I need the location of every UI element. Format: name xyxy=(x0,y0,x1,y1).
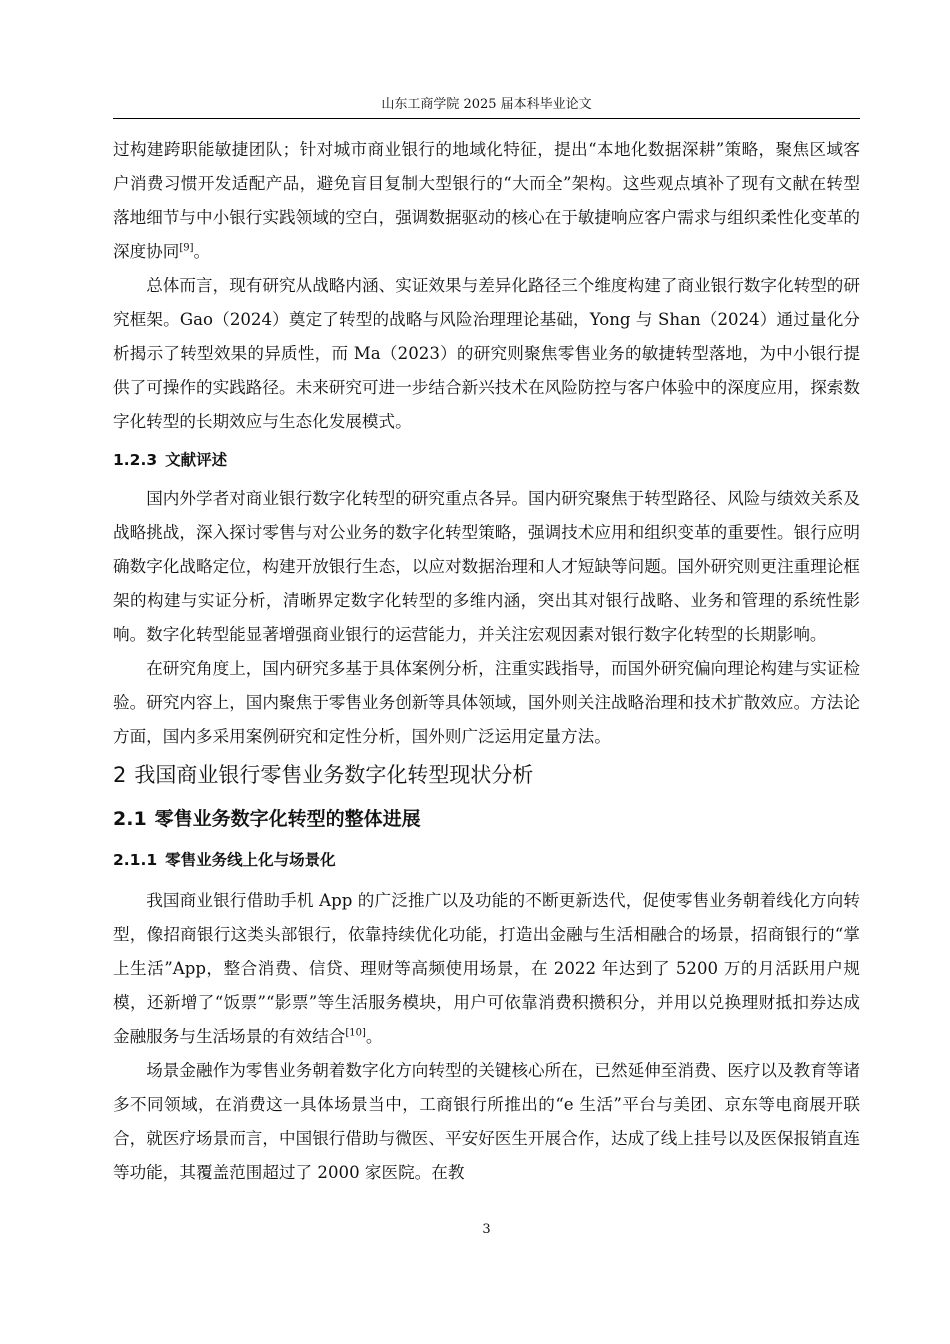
running-header xyxy=(113,92,860,119)
heading-number: 2.1.1 xyxy=(113,851,158,869)
heading-2-1 xyxy=(113,806,860,832)
heading-number: 2 xyxy=(113,763,127,787)
heading-number: 2.1 xyxy=(113,808,147,830)
paragraph-end: 。 xyxy=(193,242,211,261)
paragraph-review: 国内外学者对商业银行数字化转型的研究重点各异。国内研究聚焦于转型路径、风险与绩效关系及战略挑战，深入探讨零售与对公业务的数字化转型策略，强调技术应用和组织变革的重要性。银行应明确数字化战略定位，构建开放银行生态，以应对数据治理和人才短缺等问题。国外研究则更注重理论框架的构建与实证分析，清晰界定数字化转型的多维内涵，突出其对银行战略、业务和管理的系统性影响。数字化转型能显著增强商业银行的运营能力，并关注宏观因素对银行数字化转型的长期影响。 xyxy=(113,489,860,644)
paragraph-online-app xyxy=(113,884,860,1054)
heading-chapter-2 xyxy=(113,762,860,788)
citation-ref: [10] xyxy=(345,1027,366,1039)
citation-ref: [9] xyxy=(179,242,194,254)
heading-2-1-1 xyxy=(113,850,860,870)
page-number: 3 xyxy=(482,1222,491,1237)
paragraph-summary: 总体而言，现有研究从战略内涵、实证效果与差异化路径三个维度构建了商业银行数字化转型的研究框架。Gao（2024）奠定了转型的战略与风险治理理论基础，Yong 与 Shan（2024）通过量化分析揭示了转型效果的异质性，而 Ma（2023）的研究则聚焦零售业务的敏捷转型落地，为中小银行提供了可操作的实践路径。未来研究可进一步结合新兴技术在风险防控与客户体验中的深度应用，探索数字化转型的长期效应与生态化发展模式。 xyxy=(113,276,860,431)
heading-number: 1.2.3 xyxy=(113,451,158,469)
paragraph-end: 。 xyxy=(365,1027,383,1046)
heading-text: 零售业务线上化与场景化 xyxy=(165,851,336,869)
paragraph-continued xyxy=(113,133,860,269)
page-body xyxy=(113,133,860,1190)
heading-text: 我国商业银行零售业务数字化转型现状分析 xyxy=(134,763,534,787)
page-footer xyxy=(113,1220,860,1240)
heading-1-2-3 xyxy=(113,450,860,470)
heading-text: 零售业务数字化转型的整体进展 xyxy=(154,808,421,830)
paragraph-text: 我国商业银行借助手机 App 的广泛推广以及功能的不断更新迭代，促使零售业务朝着线化方向转型，像招商银行这类头部银行，依靠持续优化功能，打造出金融与生活相融合的场景，招商银行的“掌上生活”App，整合消费、信贷、理财等高频使用场景，在 2022 年达到了 5200 万的月活跃用户规模，还新增了“饭票”“影票”等生活服务模块，用户可依靠消费积攒积分，并用以兑换理财抵扣券达成金融服务与生活场景的有效结合 xyxy=(113,891,860,1046)
paragraph-scene-finance: 场景金融作为零售业务朝着数字化方向转型的关键核心所在，已然延伸至消费、医疗以及教育等诸多不同领域，在消费这一具体场景当中，工商银行所推出的“e 生活”平台与美团、京东等电商展开联合，就医疗场景而言，中国银行借助与微医、平安好医生开展合作，达成了线上挂号以及医保报销直连等功能，其覆盖范围超过了 2000 家医院。在教 xyxy=(113,1061,860,1182)
paragraph-comparison: 在研究角度上，国内研究多基于具体案例分析，注重实践指导，而国外研究偏向理论构建与实证检验。研究内容上，国内聚焦于零售业务创新等具体领域，国外则关注战略治理和技术扩散效应。方法论方面，国内多采用案例研究和定性分析，国外则广泛运用定量方法。 xyxy=(113,659,860,746)
paragraph-text: 过构建跨职能敏捷团队；针对城市商业银行的地域化特征，提出“本地化数据深耕”策略，聚焦区域客户消费习惯开发适配产品，避免盲目复制大型银行的“大而全”架构。这些观点填补了现有文献在转型落地细节与中小银行实践领域的空白，强调数据驱动的核心在于敏捷响应客户需求与组织柔性化变革的深度协同 xyxy=(113,140,860,261)
header-title: 山东工商学院 2025 届本科毕业论文 xyxy=(381,97,592,112)
heading-text: 文献评述 xyxy=(165,451,228,469)
